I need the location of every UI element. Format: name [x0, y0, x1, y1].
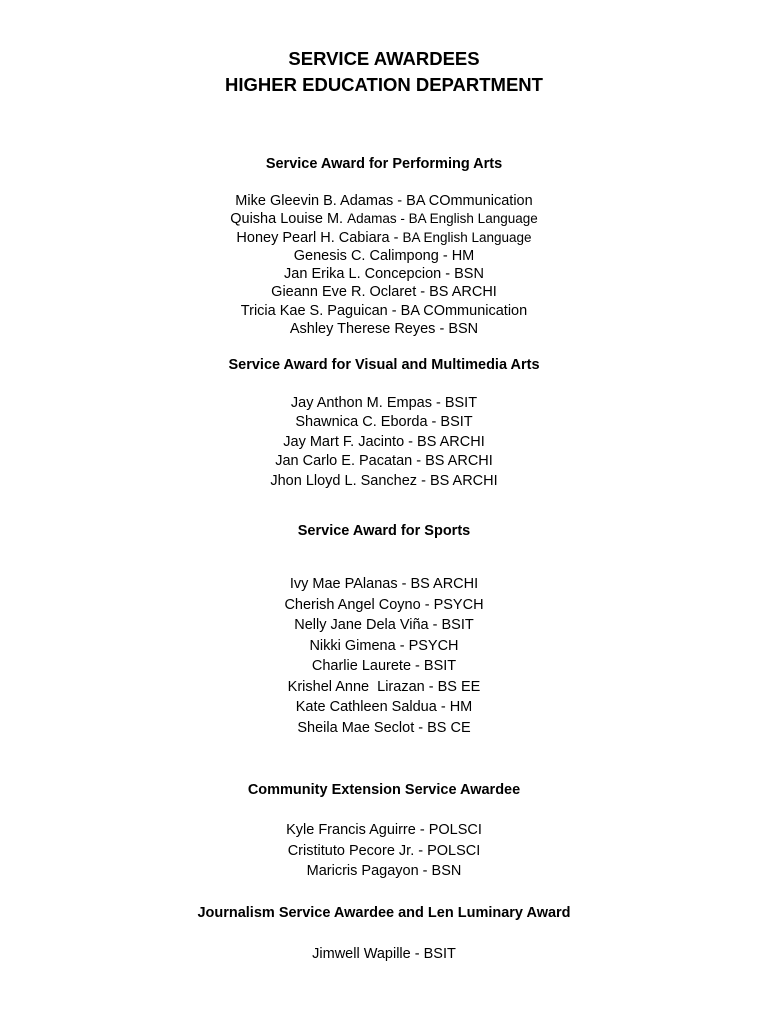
list-item: Cristituto Pecore Jr. - POLSCI	[287, 842, 481, 859]
document-title	[0, 46, 768, 98]
list-item: Gieann Eve R. Oclaret - BS ARCHI	[271, 284, 497, 301]
awardee-list-community-extension	[0, 820, 768, 882]
awardee-list-sports	[0, 574, 768, 738]
list-item: Shawnica C. Eborda - BSIT	[295, 414, 473, 431]
section-heading-performing-arts: Service Award for Performing Arts	[265, 156, 503, 172]
list-item: Kyle Francis Aguirre - POLSCI	[286, 822, 482, 838]
list-item: Nelly Jane Dela Viña - BSIT	[294, 617, 474, 633]
list-item: Jan Erika L. Concepcion - BSN	[284, 266, 484, 283]
list-item: Honey Pearl H. Cabiara - BA English Language	[236, 229, 532, 246]
list-item: Jhon Lloyd L. Sanchez - BS ARCHI	[270, 472, 498, 489]
list-item: Ashley Therese Reyes - BSN	[289, 321, 479, 338]
list-item: Jan Carlo E. Pacatan - BS ARCHI	[275, 453, 493, 470]
awardee-list-performing-arts	[0, 192, 768, 338]
section-heading-visual-multimedia-arts: Service Award for Visual and Multimedia Arts	[228, 357, 540, 373]
list-item: Sheila Mae Seclot - BS CE	[297, 719, 471, 736]
section-heading-community-extension: Community Extension Service Awardee	[247, 782, 521, 798]
list-item: Tricia Kae S. Paguican - BA COmmunication	[240, 302, 528, 319]
section-heading-journalism: Journalism Service Awardee and Len Luminary Award	[197, 905, 571, 921]
list-item: Cherish Angel Coyno - PSYCH	[284, 596, 484, 613]
awardee-list-visual-multimedia-arts	[0, 394, 768, 491]
list-item: Quisha Louise M. Adamas - BA English Language	[230, 211, 538, 228]
title-line-1: SERVICE AWARDEES	[288, 48, 480, 69]
awardee-list-journalism	[0, 944, 768, 965]
list-item: Jay Mart F. Jacinto - BS ARCHI	[283, 433, 485, 450]
list-item: Charlie Laurete - BSIT	[311, 658, 457, 674]
list-item: Nikki Gimena - PSYCH	[309, 637, 459, 654]
list-item: Maricris Pagayon - BSN	[306, 863, 462, 879]
list-item: Ivy Mae PAlanas - BS ARCHI	[289, 576, 479, 592]
section-heading-sports: Service Award for Sports	[297, 523, 471, 539]
list-item: Krishel Anne Lirazan - BS EE	[287, 678, 481, 695]
list-item: Jimwell Wapille - BSIT	[312, 946, 456, 962]
list-item: Mike Gleevin B. Adamas - BA COmmunication	[235, 193, 533, 209]
list-item: Jay Anthon M. Empas - BSIT	[290, 395, 478, 411]
list-item: Kate Cathleen Saldua - HM	[295, 699, 473, 715]
list-item: Genesis C. Calimpong - HM	[293, 247, 475, 264]
title-line-2: HIGHER EDUCATION DEPARTMENT	[225, 74, 543, 95]
